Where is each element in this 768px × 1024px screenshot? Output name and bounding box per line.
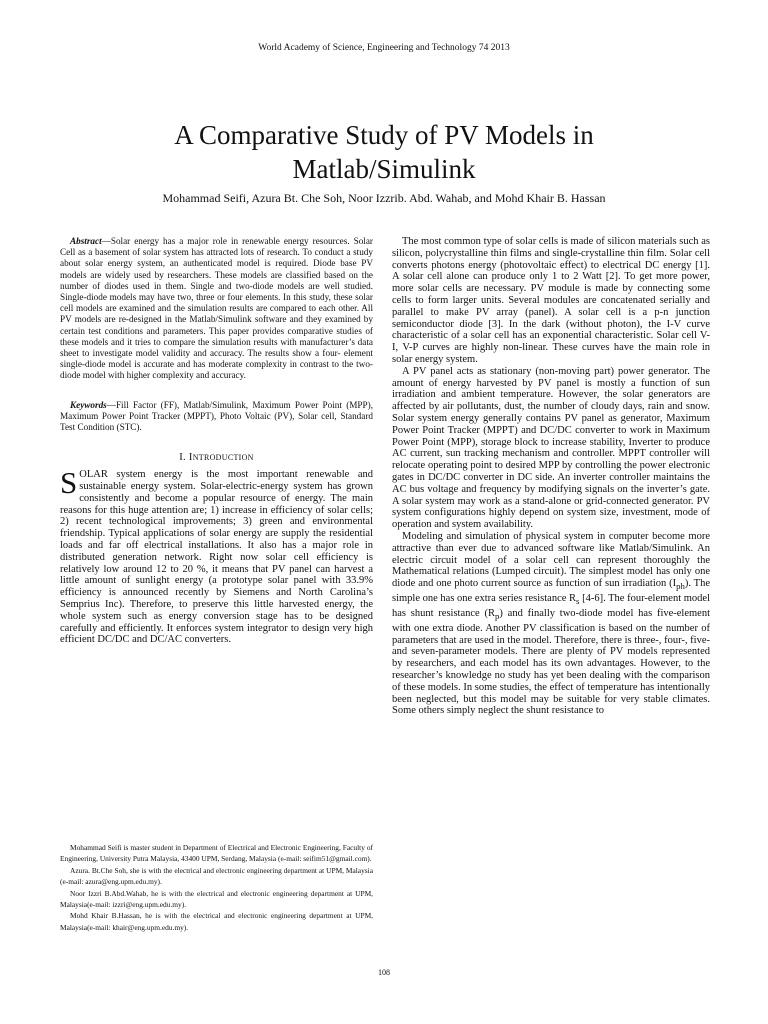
keywords (60, 400, 373, 434)
abstract-text: —Solar energy has a major role in renewable energy resources. Solar Cell as a basement of solar system has attracted lots of research. To conduct a study about solar energy system, an authenticated model is required. Diode base PV models are widely used by researchers. These models are classified based on the number of diodes used in them. Single and two-diode models are well studied. Single-diode models may have two, three or four elements. In this study, these solar cell models are examined and the simulation results are compared to each other. All PV models are re-designed in the Matlab/Simulink software and they examined by certain test conditions and parameters. This paper provides comparative studies of these models and it tries to compare the simulation results with manufacturer’s data sheet to investigate model validity and accuracy. The results show a four- element single-diode model is accurate and has moderate complexity in contrast to the two-diode model with higher complexity and accuracy. (60, 236, 373, 381)
subscript: p (495, 610, 500, 621)
body-paragraph (392, 531, 710, 717)
page-number: 108 (378, 968, 390, 977)
author-list: Mohammad Seifi, Azura Bt. Che Soh, Noor Izzrib. Abd. Wahab, and Mohd Khair B. Hassan (162, 191, 606, 205)
introduction-paragraph (60, 465, 373, 646)
paragraph-text: Modeling and simulation of physical system in computer become more attractive than ever due to advanced software like Matlab/Simulink. An electric circuit model of a solar cell can represent thoroughly the Mathematical relations (Lumped circuit). The simplest model has only one diode and one photo current source as function of sun irradiation (I (392, 530, 710, 590)
author-footnotes (60, 842, 373, 933)
introduction-text: OLAR system energy is the most important renewable and sustainable energy system. Solar-electric-energy system has grown consistently and become a popular resource of energy. The main reasons for this huge attention are; 1) increase in efficiency of solar cells; 2) recent technological improvements; 3) green and environmental friendship. Typical applications of solar energy are supply the residential loads and far off electrical installations. It also has a major role in distributed generation network. Right now solar cell efficiency is relatively low around 12 to 20 %, it means that PV panel can harvest a little amount of sunlight energy (a prototype solar panel with 33.9% efficiency is announced recently by Siemens and North Carolina’s Semprius Inc). Therefore, to preserve this little harvested energy, the whole system such as energy conversion stage has to be designed carefully and efficiently. It enforces system integrator to design very high efficient DC/DC and DC/AC converters. (60, 469, 373, 646)
keywords-text: —Fill Factor (FF), Matlab/Simulink, Maximum Power Point (MPP), Maximum Power Point Tracker (MPPT), Photo Voltaic (PV), Solar cell, Standard Test Condition (STC). (60, 399, 373, 433)
keywords-label: Keywords (70, 399, 107, 410)
footnote: Mohd Khair B.Hassan, he is with the electrical and electronic engineering department at UPM, Malaysia(e-mail: khair@eng.upm.edu.my). (60, 911, 373, 932)
drop-cap: S (60, 465, 78, 501)
section-title: NTRODUCTION (192, 453, 254, 463)
section-heading-introduction (60, 452, 373, 463)
paragraph-text: ). The simple one has one extra series resistance R (392, 578, 710, 604)
body-paragraph: A PV panel acts as stationary (non-moving part) power generator. The amount of energy harvested by PV panel is mostly a function of sun irradiation and ambient temperature. However, the solar generators are affected by air pollutants, dust, the number of cloudy days, rain and snow. Solar system energy generally contains PV panel as generator, Maximum Power Point Tracker (MPPT) and DC/DC converter to work in Maximum Power Point (MPP), storage block to increase stability, Inverter to produce AC current, sun tracking mechanism and controller. MPPT controller will relocate operating point to desired MPP by controlling the power electronic gates in DC/DC converter in DC side. An inverter controller maintains the AC bus voltage and frequency by modifying signals on the inverter’s gate. A solar system may work as a stand-alone or grid-connected generator. PV system configurations highly depend on system size, investment, mode of operation and system availability. (392, 365, 710, 531)
right-column (392, 236, 710, 717)
abstract-label: Abstract (70, 236, 102, 246)
paragraph-text: ) and finally two-diode model has five-element with one extra diode. Another PV classification is based on the number of parameters that are used in the model. Therefore, there is three-, four-, five- and seven-parameter models. There are plenty of PV models represented by researchers, and each model has its own advantages. However, to the researcher’s knowledge no study has yet been dealing with the comparison of these models. In some studies, the effect of temperature has intentionally been neglected, but this model may be suitable for very stable climates. Some others simply neglect the shunt resistance to (392, 607, 710, 717)
footnote: Mohammad Seifi is master student in Department of Electrical and Electronic Engineering, Faculty of Engineering, University Putra Malaysia, 43400 UPM, Serdang, Malaysia (e-mail: seifim51@gmail.com). (60, 843, 373, 864)
left-column (60, 236, 373, 646)
section-number: I. I (179, 452, 193, 464)
paragraph-text: [4-6]. The four-element model has shunt resistance (R (392, 593, 710, 619)
journal-header: World Academy of Science, Engineering and Technology 74 2013 (258, 43, 510, 53)
footnote: Noor Izzri B.Abd.Wahab, he is with the electrical and electronic engineering department at UPM, Malaysia(e-mail: izzri@eng.upm.edu.my). (60, 888, 373, 910)
footnote: Azura. Bt.Che Soh, she is with the electrical and electronic engineering department at UPM, Malaysia (e-mail: azura@eng.upm.edu.my). (60, 865, 373, 887)
subscript: s (576, 596, 580, 607)
abstract (60, 236, 373, 382)
subscript: ph (676, 581, 685, 592)
paper-title: A Comparative Study of PV Models in Matlab/Simulink (174, 120, 594, 184)
body-paragraph: The most common type of solar cells is made of silicon materials such as silicon, polycrystalline thin films and single-crystalline thin film. Solar cell converts photons energy (photovoltaic effect) to electrical DC energy [1]. A solar cell alone can produce only 1 to 2 Watt [2]. To get more power, more solar cells are necessary. PV module is made by connecting some cells to form larger units. Several modules are concatenated serially and parallel to make PV array (panel). A solar cell is a p-n junction semiconductor diode [3]. In the dark (without photon), the I-V curve characteristic of a solar cell has an exponential characteristic. Solar cell V-I, V-P curves are highly non-linear. These curves have the main role in solar energy system. (392, 236, 710, 365)
